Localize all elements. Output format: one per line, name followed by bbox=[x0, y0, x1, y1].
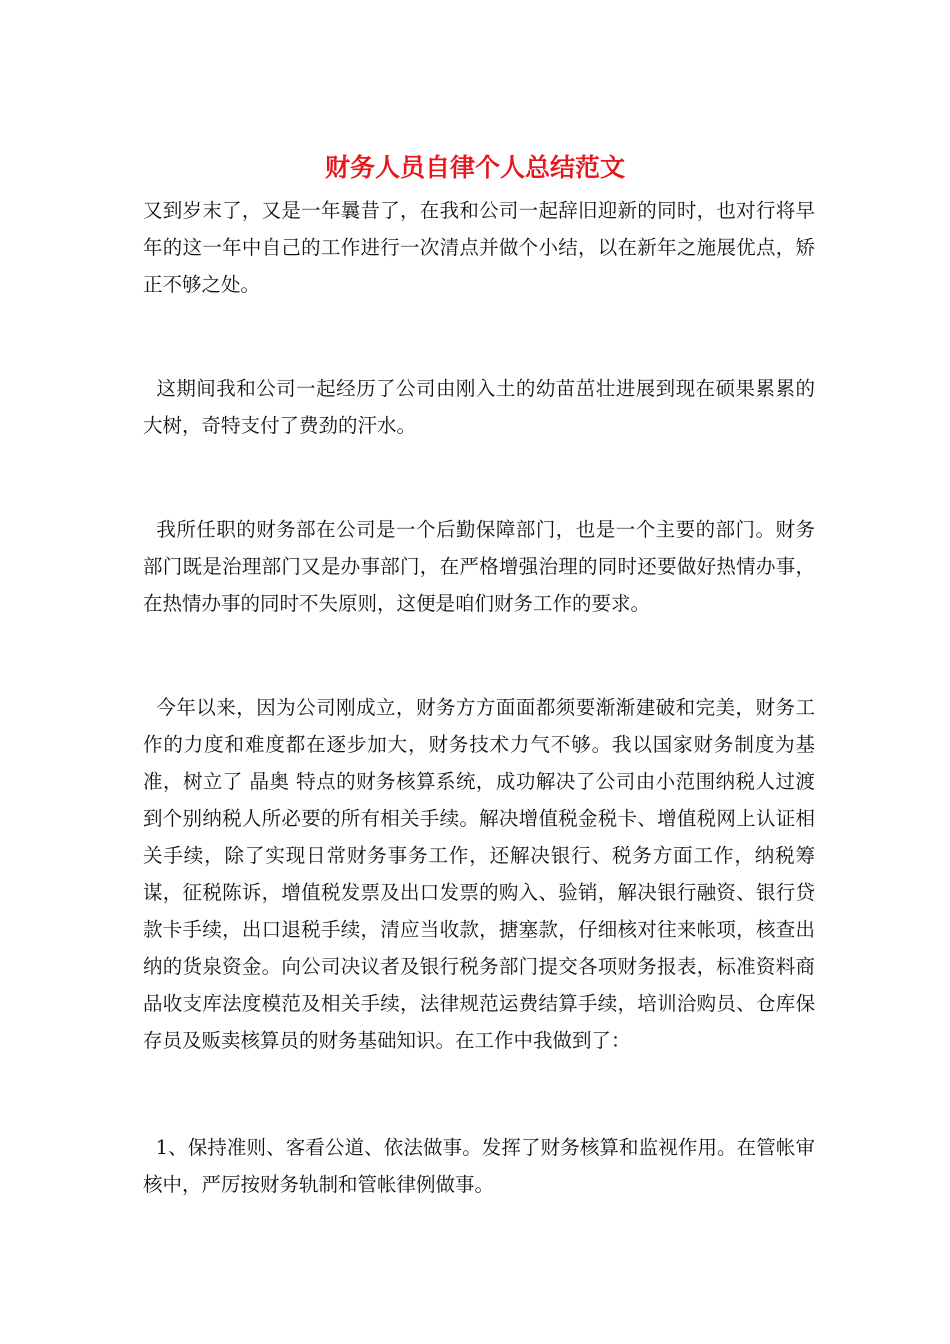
paragraph-company-growth: 这期间我和公司一起经历了公司由刚入土的幼苗茁壮进展到现在硕果累累的大树，奇特支付了费劲的汗水。 bbox=[143, 377, 815, 437]
document-title: 财务人员自律个人总结范文 bbox=[324, 153, 625, 182]
paragraph-intro: 又到岁末了，又是一年曩昔了，在我和公司一起辞旧迎新的同时，也对行将早年的这一年中自己的工作进行一次清点并做个小结，以在新年之施展优点，矫正不够之处。 bbox=[143, 199, 815, 296]
paragraph-work-summary: 今年以来，因为公司刚成立，财务方方面面都须要渐渐建破和完美，财务工作的力度和难度都在逐步加大，财务技术力气不够。我以国家财务制度为基准，树立了 晶奥 特点的财务核算系统，成功解决了公司由小范围纳税人过渡到个别纳税人所必要的所有相关手续。解决增值税金税卡、增值税网上认证相关手续，除了实现日常财务事务工作，还解决银行、税务方面工作，纳税筹谋，征税陈诉，增值税发票及出口发票的购入、验销，解决银行融资、银行贷款卡手续，出口退税手续，清应当收款，搪塞款，仔细核对往来帐项，核查出纳的货泉资金。向公司决议者及银行税务部门提交各项财务报表，标准资料商品收支库法度模范及相关手续，法律规范运费结算手续，培训洽购员、仓库保存员及贩卖核算员的财务基础知识。在工作中我做到了： bbox=[143, 696, 815, 1052]
paragraph-finance-department: 我所任职的财务部在公司是一个后勤保障部门，也是一个主要的部门。财务部门既是治理部门又是办事部门，在严格增强治理的同时还要做好热情办事，在热情办事的同时不失原则，这便是咱们财务工作的要求。 bbox=[143, 518, 815, 615]
paragraph-point-1: 1、保持准则、客看公道、依法做事。发挥了财务核算和监视作用。在管帐审核中，严厉按财务轨制和管帐律例做事。 bbox=[143, 1136, 815, 1196]
